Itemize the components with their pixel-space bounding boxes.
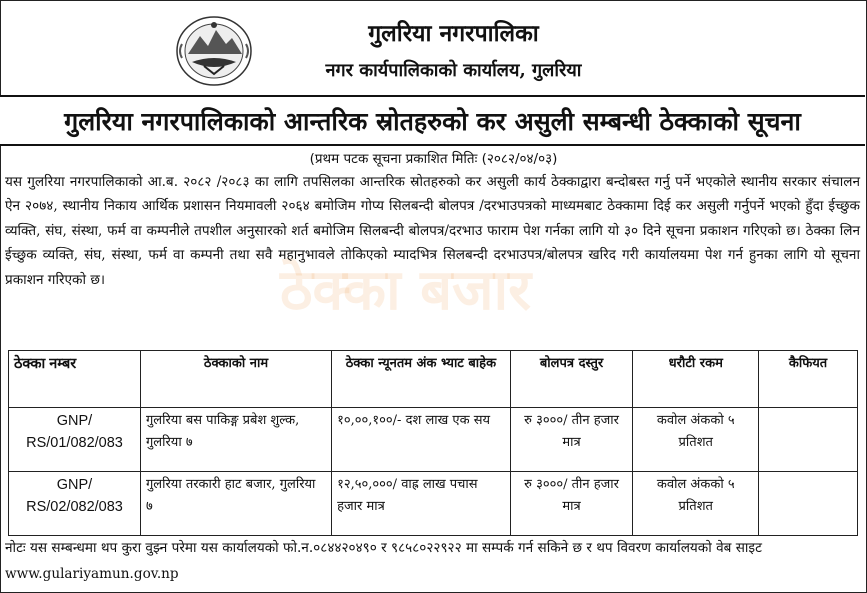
cell-remarks: [759, 472, 858, 536]
cell-minimum-amount: १०,००,१००/- दश लाख एक सय: [332, 408, 511, 472]
watermark-text: ठेक्का बजार: [280, 258, 532, 323]
table-row: [9, 472, 858, 536]
cell-bid-fee: रु ३०००/ तीन हजार मात्र: [510, 408, 633, 472]
cell-tender-name: गुलरिया तरकारी हाट बजार, गुलरिया ७: [140, 472, 331, 536]
municipality-name: गुलरिया नगरपालिका: [368, 20, 539, 47]
header-minimum-amount: ठेक्का न्यूनतम अंक भ्याट बाहेक: [332, 351, 511, 408]
notice-header: [0, 0, 867, 94]
header-bid-fee: बोलपत्र दस्तुर: [510, 351, 633, 408]
cell-deposit: कवोल अंकको ५ प्रतिशत: [633, 472, 759, 536]
notice-title: गुलरिया नगरपालिकाको आन्तरिक स्रोतहरुको कर असुली सम्बन्धी ठेक्काको सूचना: [0, 95, 865, 146]
cell-tender-number: GNP/ RS/01/082/083: [9, 408, 141, 472]
header-tender-number: ठेक्का नम्बर: [9, 351, 141, 408]
header-deposit: धरौटी रकम: [633, 351, 759, 408]
cell-deposit: कवोल अंकको ५ प्रतिशत: [633, 408, 759, 472]
header-tender-name: ठेक्काको नाम: [140, 351, 331, 408]
header-remarks: कैफियत: [759, 351, 858, 408]
table-row: [9, 408, 858, 472]
tender-table: [8, 350, 858, 536]
cell-minimum-amount: १२,५०,०००/ वाह्र लाख पचास हजार मात्र: [332, 472, 511, 536]
publication-date: (प्रथम पटक सूचना प्रकाशित मितिः (२०८२/०४/०३): [309, 151, 558, 167]
cell-tender-name: गुलरिया बस पाकिङ्ग प्रबेश शुल्क, गुलरिया ७: [140, 408, 331, 472]
contact-note: नोटः यस सम्बन्धमा थप कुरा वुझ्न परेमा यस कार्यालयको फो.न.०८४४२०४९० र ९८५८०२२९२२ मा सम्पर्क गर्न सकिने छ र थप विवरण कार्यालयको वेब साइट www.gulariyamun.gov.np: [5, 540, 762, 582]
cell-tender-number: GNP/ RS/02/082/083: [9, 472, 141, 536]
office-name: नगर कार्यपालिकाको कार्यालय, गुलरिया: [325, 60, 582, 81]
cell-remarks: [759, 408, 858, 472]
notice-body: यस गुलरिया नगरपालिकाको आ.ब. २०८२ /२०८३ का लागि तपसिलका आन्तरिक स्रोतहरुको कर असुली कार्य ठेक्काद्वारा बन्दोबस्त गर्नु पर्ने भएकोले स्थानीय सरकार संचालन ऐन २०७४, स्थानीय निकाय आर्थिक प्रशासन नियमावली २०६४ बमोजिम गोप्य सिलबन्दी बोलपत्र /दरभाउपत्रको माध्यमबाट ठेक्कामा दिई कर असुली गर्नुपर्ने भएको हुँदा ईच्छुक व्यक्ति, संघ, संस्था, फर्म वा कम्पनीले तपशील अनुसारको शर्त बमोजिम सिलबन्दी बोलपत्र/दरभाउ फाराम पेश गर्नका लागि यो ३० दिने सूचना प्रकाशन गरिएको छ। ठेक्का लिन ईच्छुक व्यक्ति, संघ, संस्था, फर्म वा कम्पनी तथा सवै महानुभावले तोकिएको म्यादभित्र सिलबन्दी दरभाउपत्र/बोलपत्र खरिद गरी कार्यालयमा पेश गर्न हुनका लागि यो सूचना प्रकाशन गरिएको छ।: [5, 174, 860, 288]
cell-bid-fee: रु ३०००/ तीन हजार मात्र: [510, 472, 633, 536]
table-header-row: [9, 351, 858, 408]
